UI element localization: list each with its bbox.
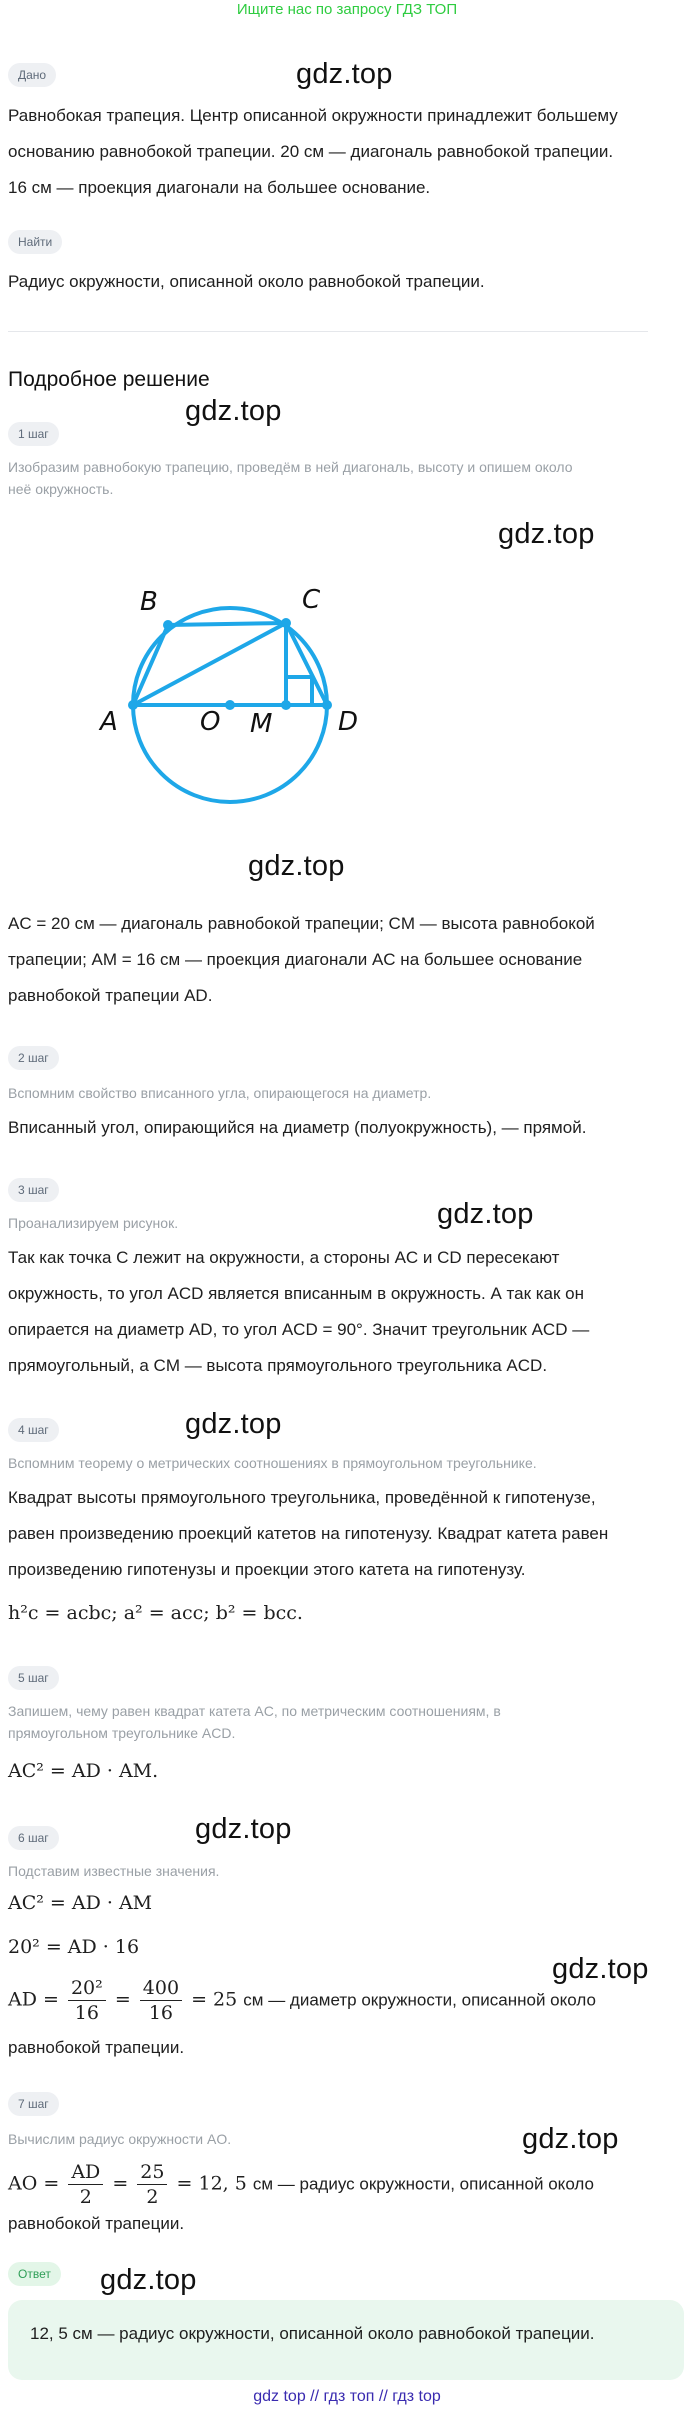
watermark: gdz.top	[437, 1198, 534, 1230]
step-3-line-4: прямоугольный, а CM — высота прямоугольного треугольника ACD.	[8, 1356, 548, 1375]
step-6-formula-1: AC² = AD · AM	[8, 1892, 153, 1914]
answer-box	[8, 2300, 684, 2380]
step-2-note: Вспомним свойство вписанного угла, опирающегося на диаметр.	[8, 1085, 432, 1101]
label-c: C	[302, 585, 321, 615]
watermark: gdz.top	[522, 2123, 619, 2155]
formula-rhs: = 12, 5	[176, 2172, 247, 2195]
step-5-note-1: Запишем, чему равен квадрат катета AC, по метрическим соотношениям, в	[8, 1703, 501, 1719]
right-angle-mark	[286, 677, 312, 705]
watermark: gdz.top	[195, 1813, 292, 1845]
step-4-note: Вспомним теорему о метрических соотношениях в прямоугольном треугольнике.	[8, 1455, 537, 1471]
step-1-chip: 1 шаг	[8, 422, 59, 446]
answer-chip: Ответ	[8, 2262, 61, 2286]
watermark: gdz.top	[498, 518, 595, 550]
footer-link-gdz-top-mixed[interactable]: гдз top	[392, 2388, 441, 2405]
step-3-chip: 3 шаг	[8, 1178, 59, 1202]
given-chip: Дано	[8, 63, 56, 87]
denominator: 16	[148, 2002, 173, 2024]
label-m: M	[250, 709, 273, 739]
equals: =	[114, 1988, 131, 2011]
denominator: 16	[74, 2002, 99, 2024]
step-5-chip: 5 шаг	[8, 1666, 59, 1690]
fraction	[68, 1976, 106, 2025]
point-a	[128, 700, 138, 710]
find-chip: Найти	[8, 230, 62, 254]
step-3-note: Проанализируем рисунок.	[8, 1215, 179, 1231]
step-6-note: Подставим известные значения.	[8, 1863, 220, 1879]
formula-tail: см — радиус окружности, описанной около	[252, 2174, 594, 2194]
step-4-line-3: произведению гипотенузы и проекции этого катета на гипотенузу.	[8, 1560, 526, 1579]
watermark: gdz.top	[552, 1953, 649, 1985]
step-1-note-1: Изобразим равнобокую трапецию, проведём в ней диагональ, высоту и опишем около	[8, 459, 573, 475]
numerator: 25	[137, 2160, 167, 2185]
numerator: AD	[68, 2160, 103, 2185]
step-2-line-1: Вписанный угол, опирающийся на диаметр (полуокружность), — прямой.	[8, 1118, 587, 1137]
label-o: O	[200, 707, 221, 737]
trapezoid-figure	[80, 570, 380, 810]
step-6-formula-2: 20² = AD · 16	[8, 1936, 140, 1958]
footer-links	[0, 2388, 694, 2406]
footer-link-gdz-top-ru[interactable]: гдз топ	[323, 2388, 375, 2405]
given-line-2: основанию равнобокой трапеции. 20 см — диагональ равнобокой трапеции.	[8, 142, 614, 161]
numerator: 20²	[68, 1976, 106, 2001]
section-divider	[8, 331, 648, 332]
formula-rhs: = 25	[191, 1988, 238, 2011]
watermark: gdz.top	[296, 58, 393, 90]
answer-text: 12, 5 см — радиус окружности, описанной около равнобокой трапеции.	[30, 2324, 595, 2343]
step-2-chip: 2 шаг	[8, 1046, 59, 1070]
denominator: 2	[146, 2186, 159, 2208]
diagonal-ac	[133, 623, 286, 705]
point-o	[225, 700, 235, 710]
point-m	[281, 700, 291, 710]
step-4-chip: 4 шаг	[8, 1418, 59, 1442]
footer-separator: //	[310, 2388, 320, 2405]
formula-tail: см — диаметр окружности, описанной около	[243, 1990, 596, 2010]
given-line-1: Равнобокая трапеция. Центр описанной окружности принадлежит большему	[8, 106, 618, 125]
fraction	[68, 2160, 103, 2209]
label-d: D	[338, 707, 359, 737]
watermark: gdz.top	[248, 850, 345, 882]
step-6-tail-line-2: равнобокой трапеции.	[8, 2038, 185, 2057]
step-6-formula-3	[8, 1976, 596, 2025]
watermark: gdz.top	[185, 1408, 282, 1440]
watermark: gdz.top	[100, 2264, 197, 2296]
step-7-tail-line-2: равнобокой трапеции.	[8, 2214, 185, 2233]
step-7-note: Вычислим радиус окружности AO.	[8, 2131, 232, 2147]
equals: =	[112, 2172, 129, 2195]
numerator: 400	[140, 1976, 182, 2001]
fraction	[137, 2160, 167, 2209]
step-3-line-3: опирается на диаметр AD, то угол ACD = 90°. Значит треугольник ACD —	[8, 1320, 590, 1339]
step-1-note-2: неё окружность.	[8, 481, 114, 497]
label-b: B	[140, 587, 158, 617]
step-6-chip: 6 шаг	[8, 1826, 59, 1850]
step-7-formula	[8, 2160, 594, 2209]
given-line-3: 16 см — проекция диагонали на большее основание.	[8, 178, 431, 197]
step-1-line-3: равнобокой трапеции AD.	[8, 986, 213, 1005]
step-4-line-2: равен произведению проекций катетов на гипотенузу. Квадрат катета равен	[8, 1524, 609, 1543]
find-text: Радиус окружности, описанной около равнобокой трапеции.	[8, 272, 485, 291]
label-a: A	[100, 707, 118, 737]
step-7-chip: 7 шаг	[8, 2092, 59, 2116]
step-3-line-1: Так как точка C лежит на окружности, а стороны AC и CD пересекают	[8, 1248, 560, 1267]
step-1-line-2: трапеции; AM = 16 см — проекция диагонали AC на большее основание	[8, 950, 583, 969]
formula-lhs: AD =	[8, 1988, 59, 2011]
watermark: gdz.top	[185, 395, 282, 427]
solution-title: Подробное решение	[8, 368, 210, 391]
step-3-line-2: окружность, то угол ACD является вписанным в окружность. А так как он	[8, 1284, 585, 1303]
footer-link-gdz-top[interactable]: gdz top	[253, 2388, 306, 2405]
step-4-formula: h²c = acbc; a² = acc; b² = bcc.	[8, 1602, 303, 1624]
step-4-line-1: Квадрат высоты прямоугольного треугольника, проведённой к гипотенузе,	[8, 1488, 596, 1507]
point-b	[163, 620, 173, 630]
step-5-formula: AC² = AD · AM.	[8, 1760, 159, 1782]
point-d	[322, 700, 332, 710]
point-c	[281, 618, 291, 628]
promo-banner: Ищите нас по запросу ГДЗ ТОП	[236, 1, 458, 18]
fraction	[140, 1976, 182, 2025]
step-1-line-1: AC = 20 см — диагональ равнобокой трапеции; CM — высота равнобокой	[8, 914, 595, 933]
formula-lhs: AO =	[8, 2172, 60, 2195]
footer-separator: //	[378, 2388, 388, 2405]
denominator: 2	[79, 2186, 92, 2208]
step-5-note-2: прямоугольном треугольнике ACD.	[8, 1725, 236, 1741]
